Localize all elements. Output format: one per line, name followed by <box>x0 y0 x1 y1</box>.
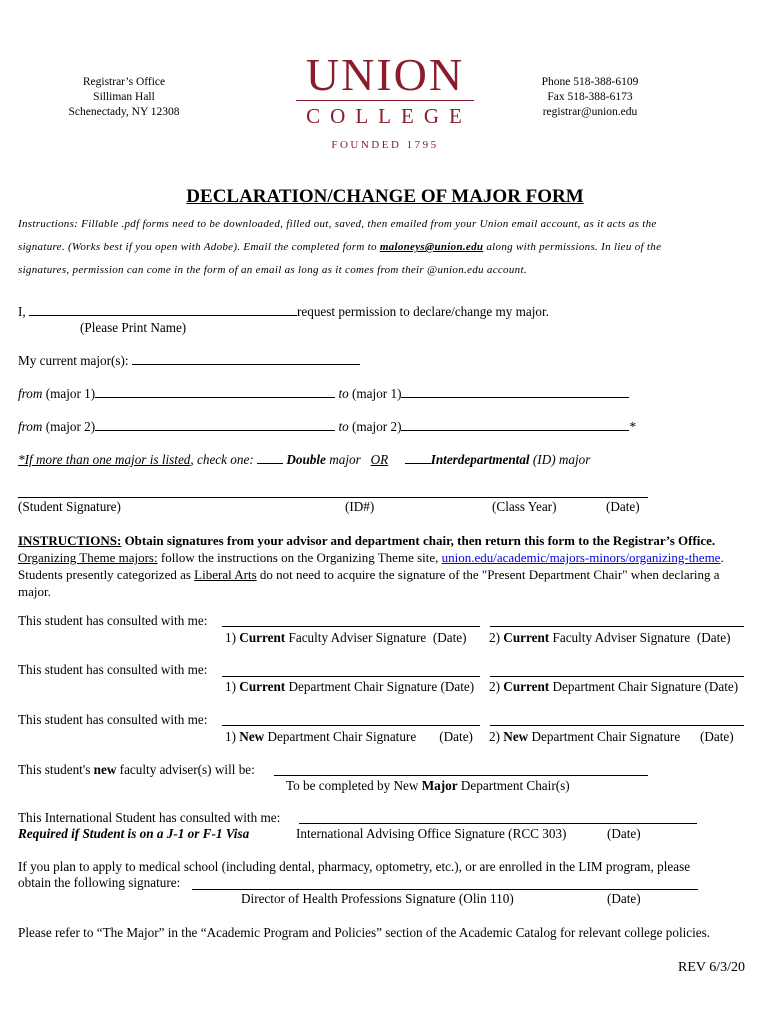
student-signature-line[interactable] <box>18 497 648 498</box>
union-college-logo <box>292 49 478 151</box>
logo-founded-text: FOUNDED 1795 <box>331 139 439 151</box>
revision-date: REV 6/3/20 <box>678 960 746 975</box>
contact-email: registrar@union.edu <box>542 106 638 118</box>
major2-star: * <box>629 419 637 434</box>
consult3-cap2-num: 2) <box>489 729 504 744</box>
medical-signature-line[interactable] <box>192 889 698 890</box>
instructions-line-2b: along with permissions. In lieu of the <box>483 241 662 253</box>
intl-date-caption: (Date) <box>607 826 641 841</box>
consult2-cap2-text: Department Chair Signature <box>549 679 702 694</box>
logo-union-text: UNION <box>305 49 465 100</box>
consult3-sig2-line[interactable] <box>490 725 744 726</box>
consult2-caption-1 <box>225 679 474 695</box>
instructions-tail: do not need to acquire the signature of the "Present Department Chair" when declaring a major. <box>18 567 720 599</box>
contact-phone: Phone 518-388-6109 <box>541 76 639 88</box>
intl-caption: International Advising Office Signature (RCC 303) <box>296 826 567 841</box>
current-major-row <box>18 352 360 369</box>
name-row <box>18 303 549 320</box>
medical-date-caption: (Date) <box>607 891 641 906</box>
medical-caption: Director of Health Professions Signature (Olin 110) <box>241 891 514 906</box>
major1-row <box>18 385 629 402</box>
major1-from-label: (major 1) <box>42 386 96 401</box>
consult2-cap1-date: (Date) <box>440 679 475 694</box>
consult2-cap2-bold: Current <box>503 679 550 694</box>
consult3-cap2-date: (Date) <box>699 729 734 744</box>
instructions-line-2 <box>18 241 661 253</box>
consult2-sig1-line[interactable] <box>222 676 480 677</box>
new-adviser-bold: new <box>93 762 117 777</box>
check-one-row <box>18 451 590 468</box>
major1-from-word: from <box>18 386 43 401</box>
instructions-head: INSTRUCTIONS: <box>18 533 122 548</box>
medical-line-1: If you plan to apply to medical school (including dental, pharmacy, optometry, etc.), or are enrolled in the LIM program, please <box>18 859 691 874</box>
consult1-cap1-text: Faculty Adviser Signature <box>285 630 427 645</box>
consult3-cap2-bold: New <box>503 729 529 744</box>
major1-to-field[interactable] <box>401 385 629 398</box>
consult3-caption-1 <box>225 729 473 745</box>
new-adviser-text-a: This student's <box>18 762 94 777</box>
student-signature-caption: (Student Signature) <box>18 499 121 514</box>
office-name: Registrar’s Office <box>82 76 166 88</box>
logo-rule <box>296 100 474 101</box>
logo-college-text: COLLEGE <box>306 104 472 128</box>
name-prefix: I, <box>18 304 26 319</box>
instructions-line-2a: signature. (Works best if you open with Adobe). Email the completed form to <box>18 241 380 253</box>
consult1-label: This student has consulted with me: <box>18 613 208 628</box>
major1-to-label: (major 1) <box>348 386 402 401</box>
consult3-cap1-text: Department Chair Signature <box>264 729 417 744</box>
interdepartmental-label: Interdepartmental <box>430 452 530 467</box>
consult2-label: This student has consulted with me: <box>18 662 208 677</box>
consult1-cap1-date: (Date) <box>432 630 467 645</box>
email-link[interactable]: maloneys@union.edu <box>379 241 484 253</box>
contact-info <box>520 75 660 120</box>
instructions-line-1: Instructions: Fillable .pdf forms need to be downloaded, filled out, saved, then emailed from your Union email account, as it acts as the <box>18 218 657 230</box>
consult3-cap2-text: Department Chair Signature <box>528 729 681 744</box>
consult1-cap2-date: (Date) <box>696 630 731 645</box>
intl-required-note: Required if Student is on a J-1 or F-1 Visa <box>18 826 250 841</box>
consult1-sig1-line[interactable] <box>222 626 480 627</box>
contact-fax: Fax 518-388-6173 <box>547 91 633 103</box>
check-lead-tail: , check one: <box>190 452 258 467</box>
organizing-theme-label: Organizing Theme majors: <box>18 550 158 565</box>
major2-to-field[interactable] <box>401 418 629 431</box>
consult3-cap1-bold: New <box>239 729 265 744</box>
consult2-caption-2 <box>489 679 738 695</box>
consult3-label: This student has consulted with me: <box>18 712 208 727</box>
major1-from-field[interactable] <box>95 385 335 398</box>
office-city: Schenectady, NY 12308 <box>68 106 180 118</box>
major2-from-label: (major 2) <box>42 419 96 434</box>
office-building: Silliman Hall <box>93 91 155 103</box>
intl-signature-line[interactable] <box>299 823 697 824</box>
office-address <box>54 75 194 120</box>
major2-to-word: to <box>338 419 349 434</box>
major2-from-word: from <box>18 419 43 434</box>
name-field[interactable] <box>29 303 297 316</box>
interdepartmental-check-field[interactable] <box>405 451 431 464</box>
consult1-cap1-num: 1) <box>225 630 240 645</box>
major2-row <box>18 418 636 435</box>
consult3-sig1-line[interactable] <box>222 725 480 726</box>
medical-line-2: obtain the following signature: <box>18 875 181 890</box>
major2-from-field[interactable] <box>95 418 335 431</box>
consult3-caption-2 <box>489 729 734 745</box>
new-adviser-caption <box>286 778 570 794</box>
consult1-caption-1 <box>225 630 467 646</box>
consult1-caption-2 <box>489 630 731 646</box>
interdepartmental-tail: (ID) major <box>529 452 591 467</box>
consult3-cap1-num: 1) <box>225 729 240 744</box>
consult1-cap1-bold: Current <box>239 630 286 645</box>
consult2-sig2-line[interactable] <box>490 676 744 677</box>
consult2-cap1-text: Department Chair Signature <box>285 679 438 694</box>
major2-to-label: (major 2) <box>348 419 402 434</box>
new-adviser-cap-c: Department Chair(s) <box>457 778 570 793</box>
consult1-cap2-text: Faculty Adviser Signature <box>549 630 691 645</box>
liberal-arts-label: Liberal Arts <box>194 567 257 582</box>
intl-label: This International Student has consulted with me: <box>18 810 281 825</box>
check-lead: *If more than one major is listed <box>18 452 191 467</box>
organizing-theme-link[interactable]: union.edu/academic/majors-minors/organizing-theme <box>441 550 721 565</box>
current-major-field[interactable] <box>132 352 360 365</box>
consult1-cap2-bold: Current <box>503 630 550 645</box>
consult1-sig2-line[interactable] <box>490 626 744 627</box>
or-label: OR <box>370 452 389 467</box>
new-adviser-text-c: faculty adviser(s) will be: <box>116 762 255 777</box>
new-adviser-cap-bold: Major <box>421 778 458 793</box>
instructions-line-3: signatures, permission can come in the form of an email as long as it comes from their @union.edu account. <box>18 264 527 276</box>
new-adviser-label <box>18 762 255 778</box>
id-caption: (ID#) <box>345 499 375 514</box>
double-check-field[interactable] <box>257 451 283 464</box>
consult2-cap2-num: 2) <box>489 679 504 694</box>
new-adviser-line[interactable] <box>274 775 648 776</box>
new-adviser-cap-a: To be completed by New <box>286 778 422 793</box>
name-suffix: request permission to declare/change my major. <box>297 304 549 319</box>
date-caption: (Date) <box>606 499 640 514</box>
consult3-cap1-date: (Date) <box>439 729 473 744</box>
organizing-theme-text: follow the instructions on the Organizing Theme site, <box>157 550 442 565</box>
current-major-label: My current major(s): <box>18 353 129 368</box>
catalog-reference: Please refer to “The Major” in the “Academic Program and Policies” section of the Academic Catalog for relevant college policies. <box>18 925 711 940</box>
double-label: Double <box>286 452 326 467</box>
double-major-label: major <box>325 452 361 467</box>
instructions-paragraph <box>18 532 750 600</box>
page-title: DECLARATION/CHANGE OF MAJOR FORM <box>186 186 584 207</box>
consult1-cap2-num: 2) <box>489 630 504 645</box>
consult2-cap1-bold: Current <box>239 679 286 694</box>
after-url-text: . Students presently categorized as <box>18 550 724 582</box>
instructions-bold-text: Obtain signatures from your advisor and department chair, then return this form to the Registrar’s Office. <box>121 533 716 548</box>
consult2-cap2-date: (Date) <box>704 679 739 694</box>
consult2-cap1-num: 1) <box>225 679 240 694</box>
name-caption: (Please Print Name) <box>80 320 187 335</box>
class-year-caption: (Class Year) <box>492 499 557 514</box>
major1-to-word: to <box>338 386 349 401</box>
